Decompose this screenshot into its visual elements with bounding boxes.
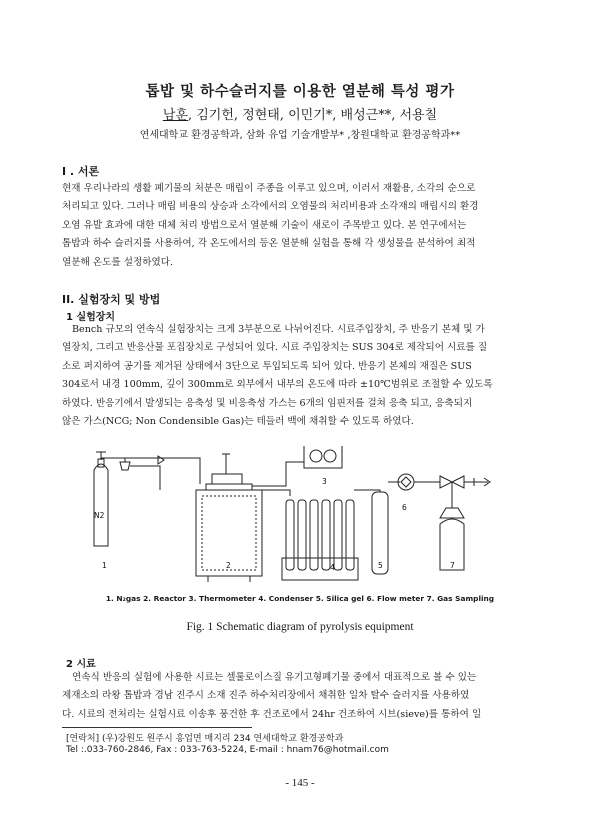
sample-paragraph — [62, 669, 540, 687]
label-n2: N2 — [94, 511, 105, 520]
flow-meter-icon — [398, 474, 414, 490]
text-line: Bench 규모의 연속식 실험장치는 크게 3부분으로 나뉘어진다. 시료주입장치, 주 반응기 본체 및 가 — [72, 324, 485, 335]
label-3: 3 — [322, 477, 327, 486]
text-line: 열장치, 그리고 반응산물 포집장치로 구성되어 있다. 시료 주입장치는 SUS 304로 제작되어 시료를 질 — [62, 342, 488, 354]
text-line: 하였다. 반응기에서 발생되는 응축성 및 비응축성 가스는 6개의 임핀저를 걸쳐 응축 되고, 응축되지 — [62, 397, 473, 409]
text-line: 않은 가스(NCG; Non Condensible Gas)는 테들러 백에 채취할 수 있도록 하였다. — [62, 416, 414, 428]
paper-title: 톱밥 및 하수슬러지를 이용한 열분해 특성 평가 — [145, 84, 455, 100]
pyrolysis-schematic — [90, 446, 510, 616]
text-line: 열분해 온도를 설정하였다. — [62, 256, 174, 268]
label-4: 4 — [330, 563, 335, 572]
text-line: 연속식 반응의 실험에 사용한 시료는 셀룰로이스질 유기고형폐기물 중에서 대표적으로 볼 수 있는 — [72, 672, 477, 683]
text-line: 다. 시료의 전처리는 실험시료 이송후 풍건한 후 건조로에서 24hr 건조하여 시브(sieve)를 통하여 일 — [62, 708, 482, 720]
label-7: 7 — [450, 561, 455, 570]
text-line: 현재 우리나라의 생활 폐기물의 처분은 매립이 주종을 이루고 있으며, 이러서 재활용, 소각의 순으로 — [62, 183, 476, 194]
text-line: 오염 유발 효과에 대한 대체 처리 방법으로서 열분해 기술이 새로이 주목받고 있다. 본 연구에서는 — [62, 219, 467, 231]
author-list — [0, 104, 600, 123]
label-6: 6 — [402, 503, 407, 512]
apparatus-paragraph — [62, 321, 540, 339]
first-author: 남훈 — [162, 108, 188, 123]
text-line: 제재소의 라왕 톱밥과 경남 진주시 소재 진주 하수처리장에서 채취한 일차 탈수 슬러지를 사용하였 — [62, 690, 470, 702]
text-line: 톱밥과 하수 슬러지를 사용하여, 각 온도에서의 등온 열분해 실험을 통해 각 생성물을 분석하여 최적 — [62, 238, 476, 250]
label-2: 2 — [226, 561, 231, 570]
page-number: - 145 - — [285, 777, 315, 789]
intro-paragraph — [62, 180, 540, 272]
footnote-rule — [62, 727, 252, 728]
affiliations: 연세대학교 환경공학과, 삼화 유업 기술개발부* ,창원대학교 환경공학과** — [139, 130, 461, 141]
label-5: 5 — [378, 561, 383, 570]
condenser-icon — [252, 490, 358, 580]
text-line: 처리되고 있다. 그러나 매립 비용의 상승과 소각에서의 오염물의 처리비용과 소각재의 매립시의 환경 — [62, 201, 479, 213]
subsection-heading-sample: 2 시료 — [66, 659, 96, 670]
section-heading-methods: II. 실험장치 및 방법 — [62, 293, 161, 306]
subsection-heading-apparatus: 1 실험장치 — [66, 312, 116, 323]
sample-paragraph-cont — [62, 687, 540, 724]
text-line: 소로 퍼지하여 공기를 제거된 상태에서 3단으로 투입되도록 되어 있다. 반응기 본체의 재질은 SUS — [62, 360, 472, 372]
thermometer-icon — [304, 446, 342, 468]
apparatus-paragraph-cont — [62, 339, 540, 431]
section-heading-intro: I . 서론 — [62, 165, 100, 178]
figure-caption: Fig. 1 Schematic diagram of pyrolysis equipment — [186, 621, 414, 633]
figure-legend: 1. N₂gas 2. Reactor 3. Thermometer 4. Condenser 5. Silica gel 6. Flow meter 7. Gas Sampling — [105, 594, 495, 603]
gas-sampling-bag-icon — [440, 476, 490, 570]
footnote-contact-address: [연락처] (우)강원도 원주시 흥업면 매지리 234 연세대학교 환경공학과 — [66, 734, 344, 744]
nitrogen-cylinder-icon — [94, 452, 108, 546]
text-line: 304로서 내경 100mm, 깊이 300mm로 외부에서 내부의 온도에 따라 ±10℃범위로 조절할 수 있도록 — [62, 379, 493, 391]
co-authors: , 김기헌, 정현태, 이민기*, 배성근**, 서용칠 — [187, 108, 438, 123]
footnote-contact-info: Tel :.033-760-2846, Fax : 033-763-5224, E-mail : hnam76@hotmail.com — [66, 745, 389, 755]
label-1: 1 — [102, 561, 107, 570]
